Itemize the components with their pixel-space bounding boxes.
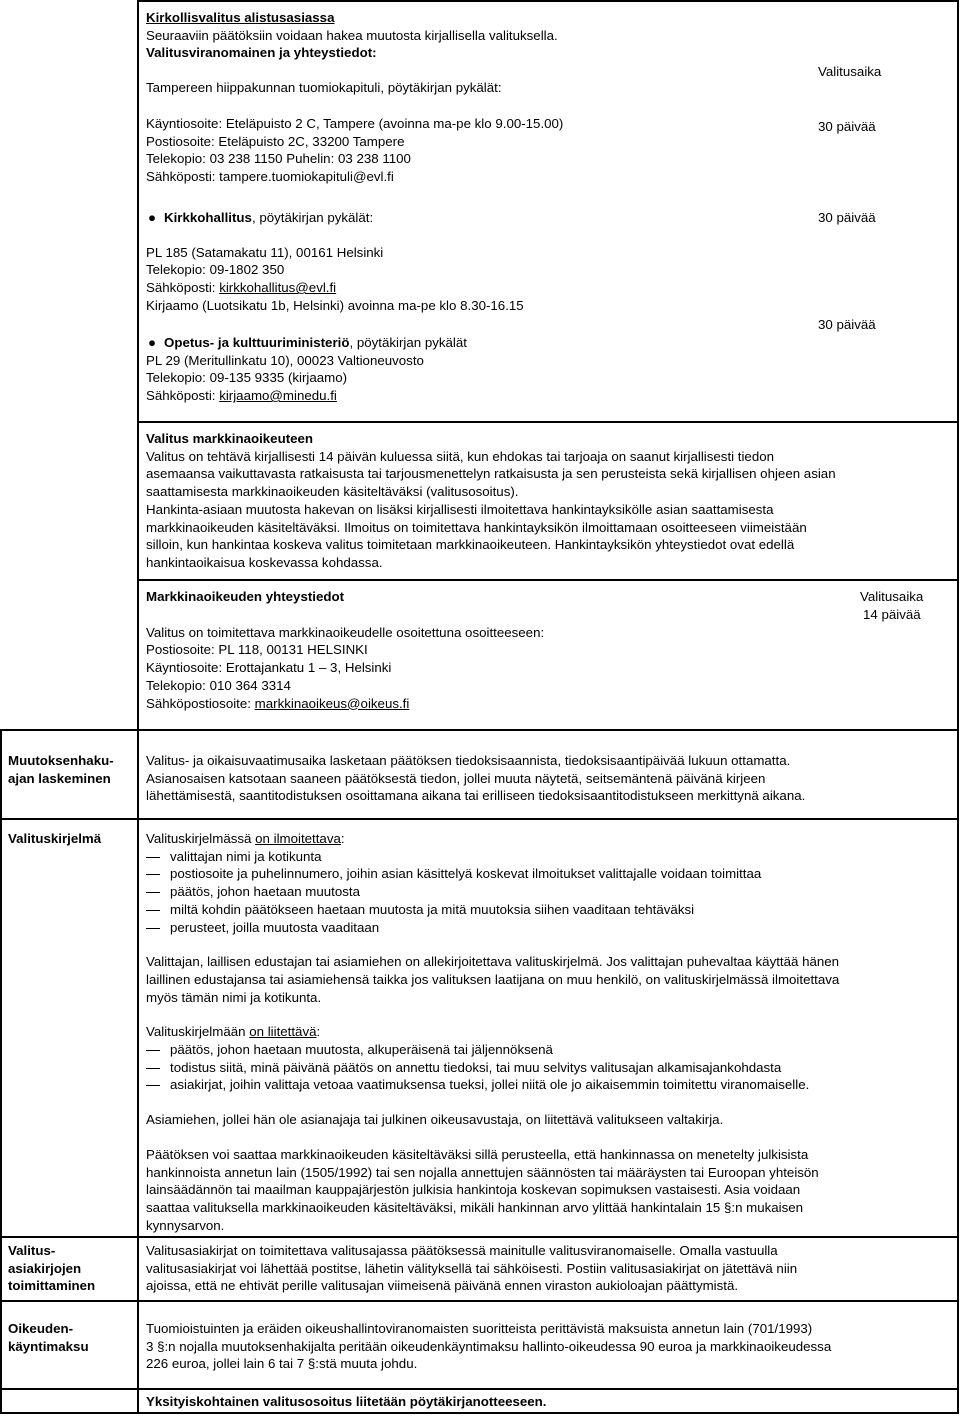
toimittaminen-text	[146, 1242, 946, 1295]
heading-underlined: on liitettävä	[249, 1024, 317, 1040]
table-outer-border-left	[0, 729, 2, 1414]
kirkkohallitus-email-row	[146, 279, 786, 297]
paragraph-line: Valitus on tehtävä kirjallisesti 14 päivän kuluessa siitä, kun ehdokas tai tarjoaja on saanut kirjallisesti tiedon	[146, 448, 775, 464]
tuomiokapituli-fax: Telekopio: 03 238 1150 Puhelin: 03 238 1100	[146, 151, 411, 167]
paragraph-line: markkinaoikeuden käsiteltäväksi. Ilmoitus on toimitettava hankintayksikön ilmoittamaan osoitteeseen viimeistään	[146, 519, 807, 535]
markkinaoikeus-section	[146, 430, 946, 572]
authority-heading: Valitusviranomainen ja yhteystiedot:	[146, 45, 377, 61]
paragraph-line: saattamisesta markkinaoikeuden käsiteltäväksi (valitusosoitus).	[146, 484, 519, 500]
paragraph-line: asemaansa vaikuttavasta ratkaisusta tai tarjousmenettelyn ratkaisusta ja sen perusteista sekä kirjallisen ohjeen asian	[146, 466, 836, 482]
kirkkohallitus-address: PL 185 (Satamakatu 11), 00161 Helsinki	[146, 244, 384, 260]
valitusaika-days-okm: 30 päivää	[818, 317, 876, 332]
kirkkohallitus-email-link[interactable]: kirkkohallitus@evl.fi	[219, 280, 337, 296]
valitusaika-days-tuomiokapituli: 30 päivää	[818, 119, 876, 134]
toimittaminen-label	[8, 1242, 133, 1295]
text-line: hankinnoista annetun lain (1505/1992) tai sen nojalla annettujen säännösten tai määräysten tai Euroopan yhteisön	[146, 1164, 819, 1180]
kirkkohallitus-kirjaamo: Kirjaamo (Luotsikatu 1b, Helsinki) avoinna ma-pe klo 8.30-16.15	[146, 297, 524, 313]
heading-prefix: Valituskirjelmään	[146, 1024, 250, 1040]
label-line: Muutoksenhaku-	[8, 753, 114, 768]
tuomiokapituli-email: Sähköposti: tampere.tuomiokapituli@evl.fi	[146, 168, 394, 184]
list-item: perusteet, joilla muutosta vaaditaan	[146, 919, 946, 937]
valituskirjelma-label: Valituskirjelmä	[8, 831, 102, 846]
okm-email-link[interactable]: kirjaamo@minedu.fi	[219, 388, 337, 404]
oikeudenkayntimaksu-text	[146, 1320, 946, 1373]
divider	[0, 1388, 959, 1390]
text-line: laillinen edustajansa tai asiamiehensä taikka jos valituksen laatijana on muu henkilö, on valituskirjelmässä ilmoitettava	[146, 971, 840, 987]
list-item: todistus siitä, minä päivänä päätös on annettu tiedoksi, tai muu selvitys valitusajan alkamisajankohdasta	[146, 1059, 946, 1077]
markkinaoikeus-email-link[interactable]: markkinaoikeus@oikeus.fi	[254, 695, 410, 711]
bullet-icon: ●	[148, 335, 157, 350]
valitusaika-label: Valitusaika	[818, 64, 882, 79]
asiamies-line: Asiamiehen, jollei hän ole asianajaja tai julkinen oikeusavustaja, on liitettävä valitukseen valtakirja.	[146, 1112, 724, 1128]
list-item: päätös, johon haetaan muutosta	[146, 883, 946, 901]
saattaa-paragraph	[146, 1146, 946, 1235]
list-item: miltä kohdin päätökseen haetaan muutosta ja mitä muutoksia siihen vaaditaan tehtäväksi	[146, 901, 946, 919]
contact-heading: Markkinaoikeuden yhteystiedot	[146, 589, 345, 604]
text-line: Asianosaisen katsotaan saaneen päätöksestä tiedon, jollei muuta näytetä, seitsemäntenä päivänä kirjeen	[146, 770, 766, 786]
valituskirjelma-content	[146, 830, 946, 1234]
tuomiokapituli-title: Tampereen hiippakunnan tuomiokapituli, pöytäkirjan pykälät:	[146, 80, 502, 96]
divider	[0, 818, 959, 820]
text-line: saattaa valituksella markkinaoikeuden käsiteltäväksi, mikäli hankinnan arvo ylittää hankintalain 15 §:n mukaisen	[146, 1199, 804, 1215]
text-line: lainsäädännön tai maailman kauppajärjestön julkisia hankintoja koskevan sopimuksen vastaisesti. Asia voidaan	[146, 1182, 801, 1198]
footer-note: Yksityiskohtainen valitusosoitus liitetään pöytäkirjanotteeseen.	[146, 1394, 547, 1409]
list-item: asiakirjat, joihin valittaja vetoaa vaatimuksensa tueksi, jollei niitä ole jo aikaisemmin toimitettu viranomaiselle.	[146, 1076, 946, 1094]
contact-email-row	[146, 695, 786, 713]
divider	[0, 1300, 959, 1302]
text-line: Päätöksen voi saattaa markkinaoikeuden käsiteltäväksi sillä perusteella, että hankinnassa on menetelty julkisista	[146, 1146, 809, 1162]
table-border-right	[957, 0, 959, 1414]
text-line: 226 euroa, jollei lain 6 tai 7 §:stä muuta johdu.	[146, 1356, 418, 1372]
text-line: valitusasiakirjat voi lähettää postitse, lähetin välityksellä tai sähköisesti. Postiin valitusasiakirjat on jätettävä niin	[146, 1260, 798, 1276]
paragraph-line: hankintaoikaisua koskevassa kohdassa.	[146, 554, 383, 570]
muutoksenhakuaika-label	[8, 752, 133, 787]
divider	[137, 421, 959, 423]
markkinaoikeus-heading	[146, 430, 946, 448]
email-label: Sähköposti:	[146, 280, 220, 296]
heading-suffix: :	[316, 1024, 321, 1040]
bullet-icon: ●	[148, 210, 157, 225]
text-line: kynnysarvon.	[146, 1217, 225, 1233]
contact-line: Valitus on toimitettava markkinaoikeudelle osoitettuna osoitteeseen:	[146, 624, 545, 640]
text-line: ajoissa, että ne ehtivät perille valitusajan viimeisenä päivänä ennen viraston aukioloajan päättymistä.	[146, 1278, 739, 1294]
list-item: päätös, johon haetaan muutosta, alkuperäisenä tai jäljennöksenä	[146, 1041, 946, 1059]
kirkollisvalitus-section	[146, 9, 786, 186]
paragraph-line: Hankinta-asiaan muutosta hakevan on lisäksi kirjallisesti ilmoitettava hankintayksikölle asian saattamisesta	[146, 501, 774, 517]
liitettava-list	[146, 1041, 946, 1094]
muutoksenhakuaika-text	[146, 752, 946, 805]
okm-fax: Telekopio: 09-135 9335 (kirjaamo)	[146, 370, 348, 386]
text-line: Valittajan, laillisen edustajan tai asiamiehen on allekirjoitettava valituskirjelmä. Jos valittajan puhevaltaa käyttää hänen	[146, 954, 840, 970]
contact-postal: Postiosoite: PL 118, 00131 HELSINKI	[146, 642, 368, 658]
table-top-border	[137, 0, 959, 2]
kirkkohallitus-suffix: , pöytäkirjan pykälät:	[251, 210, 374, 225]
heading-suffix: :	[340, 831, 345, 846]
heading-bold: Valitus	[146, 431, 189, 446]
kirkollisvalitus-intro: Seuraaviin päätöksiin voidaan hakea muutosta kirjallisella valituksella.	[146, 27, 558, 43]
okm-name: Opetus- ja kulttuuriministeriö	[164, 335, 350, 350]
label-line: käyntimaksu	[8, 1338, 89, 1354]
label-line: toimittaminen	[8, 1278, 96, 1294]
divider	[137, 579, 959, 581]
kirkkohallitus-block	[146, 209, 786, 315]
contact-fax: Telekopio: 010 364 3314	[146, 677, 291, 693]
valitusaika-days-mo: 14 päivää	[863, 607, 921, 622]
kirkkohallitus-name: Kirkkohallitus	[164, 210, 252, 225]
kirkkohallitus-fax: Telekopio: 09-1802 350	[146, 262, 285, 278]
tuomiokapituli-address: Käyntiosoite: Eteläpuisto 2 C, Tampere (avoinna ma-pe klo 9.00-15.00)	[146, 115, 564, 131]
liitettava-heading	[146, 1023, 946, 1041]
text-line: Valitus- ja oikaisuvaatimusaika lasketaan päätöksen tiedoksisaannista, tiedoksisaantipäivää lukuun ottamatta.	[146, 753, 791, 768]
heading-underlined: on ilmoitettava	[255, 831, 341, 846]
list-item: valittajan nimi ja kotikunta	[146, 848, 946, 866]
text-line: Valitusasiakirjat on toimitettava valitusajassa päätöksessä mainitulle valitusviranomaiselle. Omalla vastuulla	[146, 1243, 778, 1258]
label-line: asiakirjojen	[8, 1260, 82, 1276]
text-line: lähettämisestä, saantitodistuksen osoittamana aikana tai erilliseen tiedoksisaantitodistukseen merkittynä aikana.	[146, 788, 806, 804]
okm-block	[146, 334, 786, 405]
list-item: postiosoite ja puhelinnumero, joihin asian käsittelyä koskevat ilmoitukset valittajalle voidaan toimittaa	[146, 865, 946, 883]
paragraph-line: silloin, kun hankintaa koskeva valitus toimitetaan markkinaoikeuteen. Hankintayksikön yhteystiedot ovat edellä	[146, 537, 795, 553]
contact-visit: Käyntiosoite: Erottajankatu 1 – 3, Helsinki	[146, 660, 392, 676]
ilmoitettava-heading	[146, 830, 946, 848]
markkinaoikeus-contact	[146, 588, 786, 712]
heading-prefix: Valituskirjelmässä	[146, 831, 256, 846]
label-line: ajan laskeminen	[8, 770, 111, 786]
divider	[0, 1236, 959, 1238]
valitusaika-label-mo: Valitusaika	[860, 589, 924, 604]
okm-email-row	[146, 387, 786, 405]
okm-suffix: , pöytäkirjan pykälät	[349, 335, 467, 350]
valitusaika-days-kirkkohallitus: 30 päivää	[818, 210, 876, 225]
text-line: myös tämän nimi ja kotikunta.	[146, 989, 322, 1005]
email-label: Sähköposti:	[146, 388, 220, 404]
table-bottom-border	[0, 1412, 959, 1414]
oikeudenkayntimaksu-label	[8, 1320, 133, 1355]
kirkollisvalitus-heading: Kirkollisvalitus alistusasiassa	[146, 10, 335, 25]
text-line: Tuomioistuinten ja eräiden oikeushallintoviranomaisten suoritteista perittävistä maksuista annetun lain (701/1993)	[146, 1321, 813, 1336]
divider	[0, 729, 959, 731]
table-border-left	[137, 0, 139, 1414]
tuomiokapituli-postal: Postiosoite: Eteläpuisto 2C, 33200 Tampere	[146, 133, 405, 149]
ilmoitettava-list	[146, 848, 946, 937]
label-line: Valitus-	[8, 1243, 56, 1258]
text-line: 3 §:n nojalla muutoksenhakijalta peritään oikeudenkäyntimaksu hallinto-oikeudessa 90 euroa ja markkinaoikeudessa	[146, 1338, 832, 1354]
allekirjoitus-paragraph	[146, 953, 946, 1006]
email-label: Sähköpostiosoite:	[146, 695, 255, 711]
okm-address: PL 29 (Meritullinkatu 10), 00023 Valtioneuvosto	[146, 352, 424, 368]
label-line: Oikeuden-	[8, 1321, 74, 1336]
heading-rest: markkinaoikeuteen	[188, 431, 314, 446]
